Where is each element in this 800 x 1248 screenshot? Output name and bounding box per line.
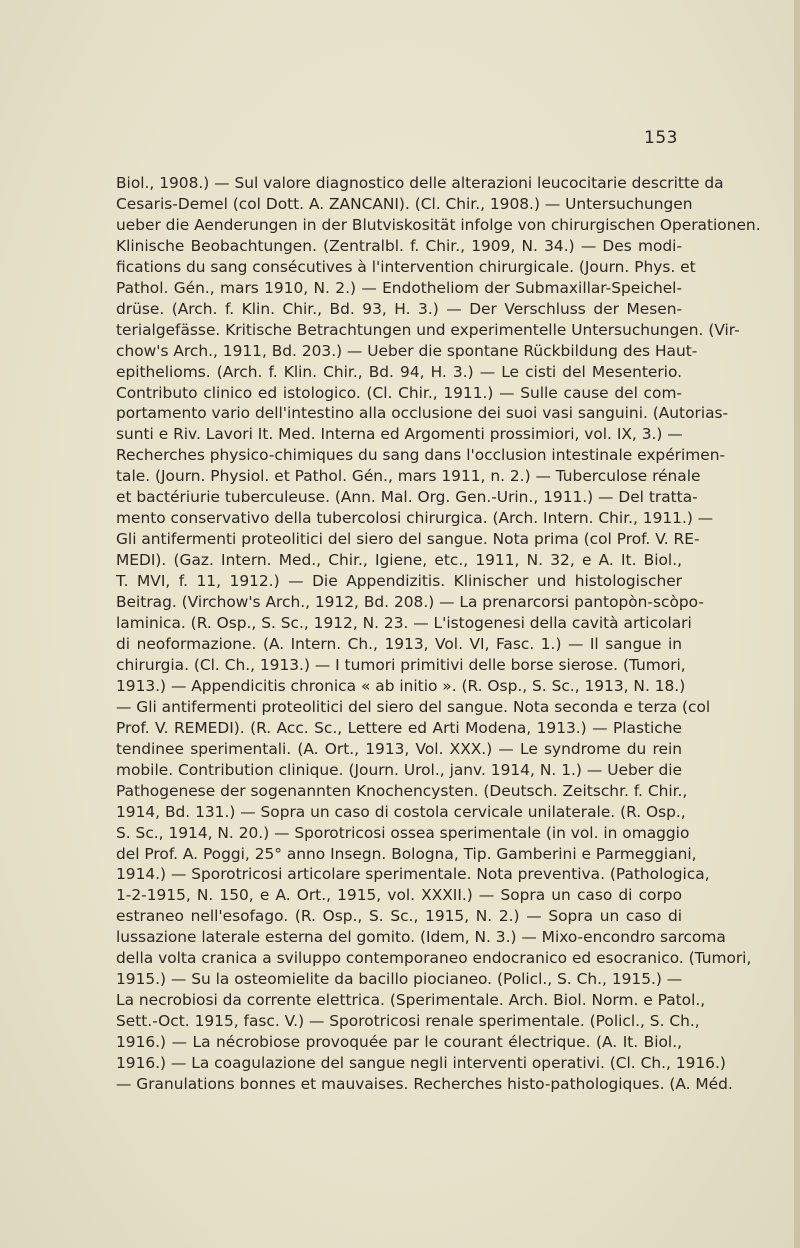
text-line: La necrobiosi da corrente elettrica. (Sperimentale. Arch. Biol. Norm. e Patol., <box>116 991 706 1010</box>
text-line: tendinee sperimentali. (A. Ort., 1913, Vol. XXX.) — Le syndrome du rein <box>116 739 682 758</box>
text-line: — Gli antifermenti proteolitici del siero del sangue. Nota seconda e terza (col <box>116 697 711 716</box>
page-number: 153 <box>644 128 678 148</box>
text-line: del Prof. A. Poggi, 25° anno Insegn. Bologna, Tip. Gamberini e Parmeggiani, <box>116 844 697 863</box>
text-line: T. MVI, f. 11, 1912.) — Die Appendizitis. Klinischer und histologischer <box>116 572 682 591</box>
text-line: lussazione laterale esterna del gomito. (Idem, N. 3.) — Mixo-encondro sarcoma <box>116 928 726 947</box>
text-line: mobile. Contribution clinique. (Journ. Urol., janv. 1914, N. 1.) — Ueber die <box>116 760 682 779</box>
text-line: tale. (Journ. Physiol. et Pathol. Gén., mars 1911, n. 2.) — Tuberculose rénale <box>116 467 701 486</box>
text-line: chow's Arch., 1911, Bd. 203.) — Ueber die spontane Rückbildung des Haut- <box>116 341 698 360</box>
text-line: mento conservativo della tubercolosi chirurgica. (Arch. Intern. Chir., 1911.) — <box>116 509 714 528</box>
text-line: — Granulations bonnes et mauvaises. Recherches histo-pathologiques. (A. Méd. <box>116 1074 733 1093</box>
text-line: Gli antifermenti proteolitici del siero del sangue. Nota prima (col Prof. V. RE- <box>116 530 700 549</box>
text-line: Cesaris-Demel (col Dott. A. ZANCANI). (Cl. Chir., 1908.) — Untersuchungen <box>116 194 693 213</box>
text-line: 1-2-1915, N. 150, e A. Ort., 1915, vol. XXXII.) — Sopra un caso di corpo <box>116 886 682 905</box>
text-line: MEDI). (Gaz. Intern. Med., Chir., Igiene, etc., 1911, N. 32, e A. It. Biol., <box>116 551 682 570</box>
text-line: Pathogenese der sogenannten Knochencysten. (Deutsch. Zeitschr. f. Chir., <box>116 781 688 800</box>
text-line: et bactériurie tuberculeuse. (Ann. Mal. Org. Gen.-Urin., 1911.) — Del tratta- <box>116 488 698 507</box>
text-line: Pathol. Gén., mars 1910, N. 2.) — Endotheliom der Submaxillar-Speichel- <box>116 278 682 297</box>
text-line: Klinische Beobachtungen. (Zentralbl. f. Chir., 1909, N. 34.) — Des modi- <box>116 236 682 255</box>
text-line: 1916.) — La nécrobiose provoquée par le courant électrique. (A. It. Biol., <box>116 1033 682 1052</box>
text-line: 1914.) — Sporotricosi articolare sperimentale. Nota preventiva. (Pathologica, <box>116 865 710 884</box>
text-line: 1914, Bd. 131.) — Sopra un caso di costola cervicale unilaterale. (R. Osp., <box>116 802 686 821</box>
text-line: Biol., 1908.) — Sul valore diagnostico delle alterazioni leucocitarie descritte da <box>116 174 724 192</box>
text-line: della volta cranica a sviluppo contemporaneo endocranico ed esocranico. (Tumori, <box>116 949 752 968</box>
text-line: sunti e Riv. Lavori It. Med. Interna ed Argomenti prossimiori, vol. IX, 3.) — <box>116 425 683 444</box>
text-line: ueber die Aenderungen in der Blutviskosität infolge von chirurgischen Operationen. <box>116 215 761 234</box>
text-line: epithelioms. (Arch. f. Klin. Chir., Bd. 94, H. 3.) — Le cisti del Mesenterio. <box>116 362 682 381</box>
text-line: estraneo nell'esofago. (R. Osp., S. Sc., 1915, N. 2.) — Sopra un caso di <box>116 907 682 926</box>
text-line: Recherches physico-chimiques du sang dans l'occlusion intestinale expérimen- <box>116 446 726 465</box>
text-line: Contributo clinico ed istologico. (Cl. Chir., 1911.) — Sulle cause del com- <box>116 383 682 402</box>
text-line: 1916.) — La coagulazione del sangue negli interventi operativi. (Cl. Ch., 1916.) <box>116 1054 726 1073</box>
text-line: di neoformazione. (A. Intern. Ch., 1913, Vol. VI, Fasc. 1.) — Il sangue in <box>116 634 682 653</box>
text-line: Prof. V. REMEDI). (R. Acc. Sc., Lettere ed Arti Modena, 1913.) — Plastiche <box>116 718 682 737</box>
text-line: Beitrag. (Virchow's Arch., 1912, Bd. 208.) — La prenarcorsi pantopòn-scòpo- <box>116 593 704 612</box>
text-line: drüse. (Arch. f. Klin. Chir., Bd. 93, H. 3.) — Der Verschluss der Mesen- <box>116 299 682 318</box>
text-line: chirurgia. (Cl. Ch., 1913.) — I tumori primitivi delle borse sierose. (Tumori, <box>116 655 686 674</box>
bibliography-text <box>116 173 761 1095</box>
text-line: 1915.) — Su la osteomielite da bacillo piocianeo. (Policl., S. Ch., 1915.) — <box>116 970 683 989</box>
text-line: fications du sang consécutives à l'intervention chirurgicale. (Journ. Phys. et <box>116 257 696 276</box>
text-line: terialgefässe. Kritische Betrachtungen und experimentelle Untersuchungen. (Vir- <box>116 320 740 339</box>
text-line: laminica. (R. Osp., S. Sc., 1912, N. 23. — L'istogenesi della cavità articolari <box>116 614 692 633</box>
text-line: Sett.-Oct. 1915, fasc. V.) — Sporotricosi renale sperimentale. (Policl., S. Ch., <box>116 1012 700 1031</box>
text-line: S. Sc., 1914, N. 20.) — Sporotricosi ossea sperimentale (in vol. in omaggio <box>116 823 690 842</box>
text-line: 1913.) — Appendicitis chronica « ab initio ». (R. Osp., S. Sc., 1913, N. 18.) <box>116 676 686 695</box>
text-line: portamento vario dell'intestino alla occlusione dei suoi vasi sanguini. (Autorias- <box>116 404 729 423</box>
